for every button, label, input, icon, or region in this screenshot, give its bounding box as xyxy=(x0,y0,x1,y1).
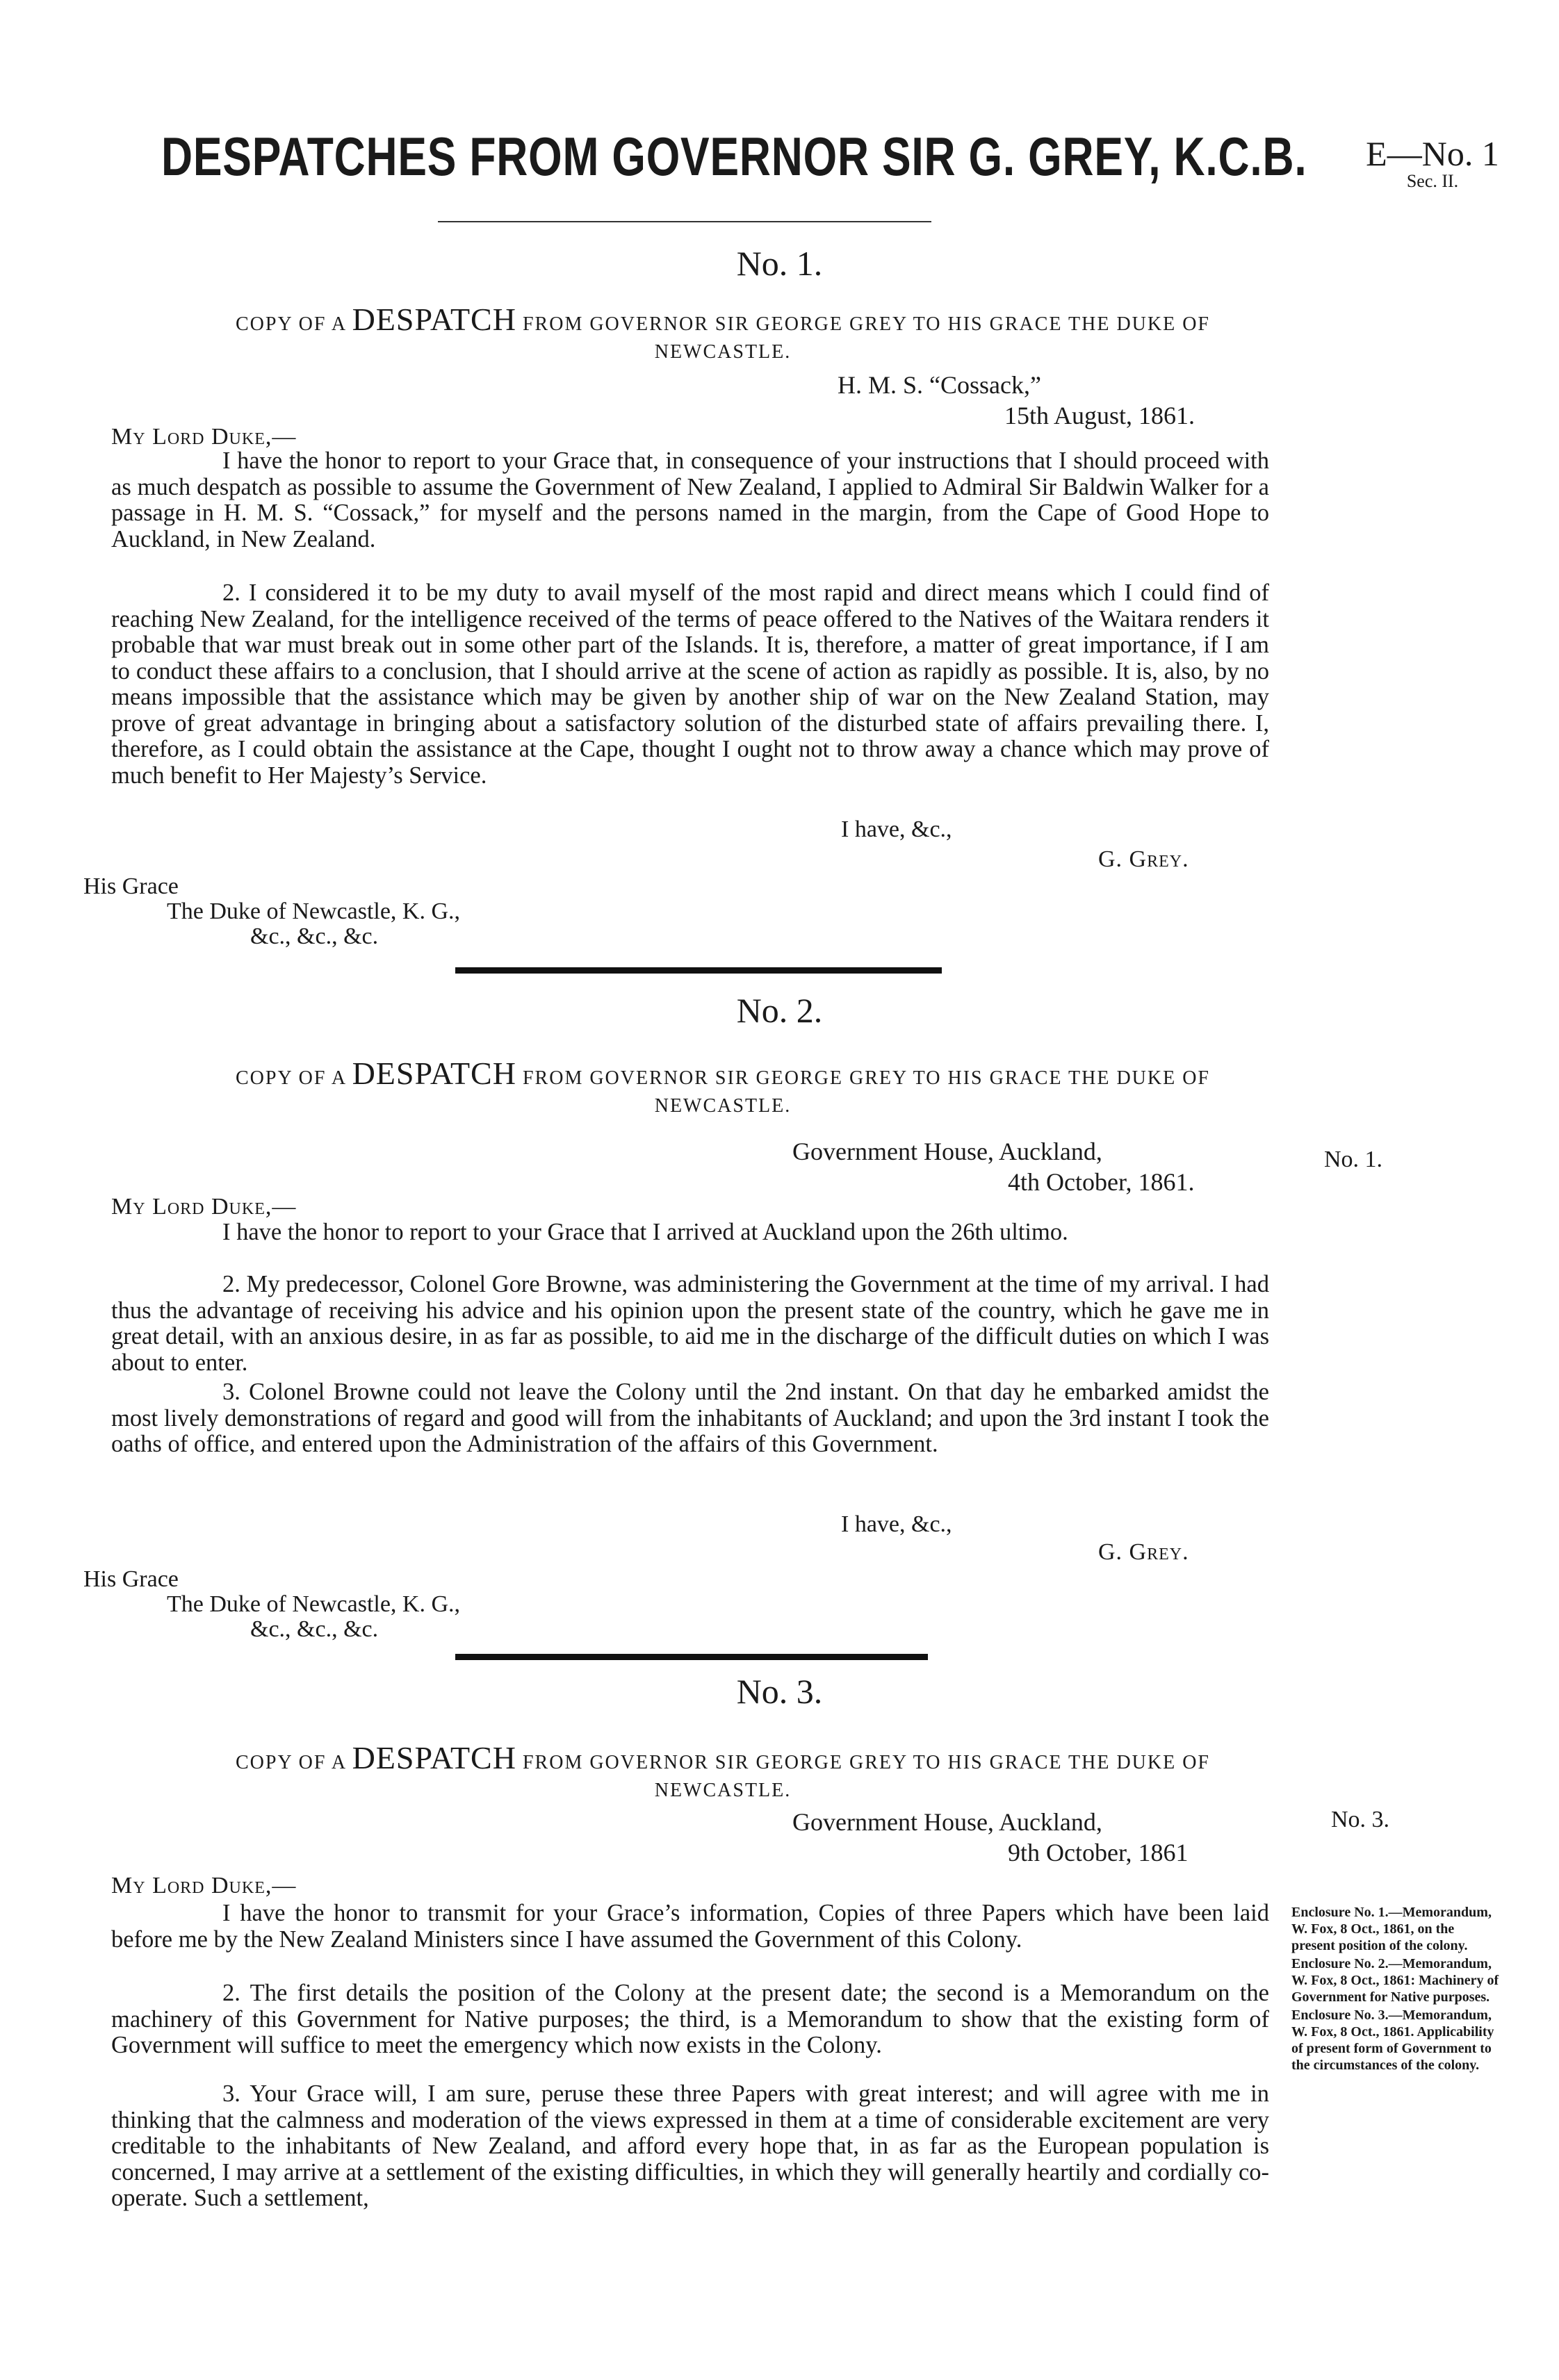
closing: I have, &c., xyxy=(841,816,952,842)
ref-code: E—No. 1 xyxy=(1366,134,1499,173)
margin-notes xyxy=(1291,1904,1500,2075)
date-line-2: 15th August, 1861. xyxy=(1004,402,1195,429)
title-rule xyxy=(438,221,931,222)
copy-rest: FROM GOVERNOR SIR GEORGE GREY TO HIS GRACE THE DUKE OF xyxy=(522,313,1210,335)
copy-rest: FROM GOVERNOR SIR GEORGE GREY TO HIS GRACE THE DUKE OF xyxy=(522,1067,1210,1089)
copy-line2: NEWCASTLE. xyxy=(654,1780,792,1801)
copy-line2: NEWCASTLE. xyxy=(654,341,792,363)
address-line: &c., &c., &c. xyxy=(250,1616,379,1642)
paragraph: I have the honor to report to your Grace that I arrived at Auckland upon the 26th ultimo. xyxy=(222,1219,1068,1245)
salutation: My Lord Duke,— xyxy=(111,1873,297,1898)
date-place xyxy=(792,1136,1195,1197)
date-place xyxy=(838,370,1195,431)
address-line: His Grace xyxy=(83,1566,179,1592)
ref-section: Sec. II. xyxy=(1406,171,1459,191)
salutation: My Lord Duke,— xyxy=(111,424,297,450)
margin-reference: No. 1. xyxy=(1324,1147,1383,1172)
address-line: The Duke of Newcastle, K. G., xyxy=(167,1591,461,1617)
signature: G. Grey. xyxy=(1098,846,1189,872)
copy-prefix: COPY OF A xyxy=(236,1752,346,1773)
date-line-2: 9th October, 1861 xyxy=(1008,1839,1189,1866)
date-line-1: H. M. S. “Cossack,” xyxy=(838,371,1041,399)
paragraph: 2. The first details the position of the Colony at the present date; the second is a Memorandum on the machinery of this Government for Native purposes; the third, is a Memorandum to show that the existing form of Government will suffice to meet the emergency which now exists in the Colony. xyxy=(111,1980,1269,2058)
copy-word: DESPATCH xyxy=(352,1056,516,1091)
date-line-1: Government House, Auckland, xyxy=(792,1808,1102,1836)
document-reference xyxy=(1346,133,1519,192)
date-line-1: Government House, Auckland, xyxy=(792,1138,1102,1165)
date-line-2: 4th October, 1861. xyxy=(1008,1168,1195,1196)
address-line: The Duke of Newcastle, K. G., xyxy=(167,898,461,924)
address-line: &c., &c., &c. xyxy=(250,924,379,949)
section-divider xyxy=(455,1654,928,1660)
copy-word: DESPATCH xyxy=(352,302,516,337)
copy-prefix: COPY OF A xyxy=(236,1067,346,1089)
closing: I have, &c., xyxy=(841,1511,952,1537)
copy-rest: FROM GOVERNOR SIR GEORGE GREY TO HIS GRACE THE DUKE OF xyxy=(522,1752,1210,1773)
signature: G. Grey. xyxy=(1098,1539,1189,1565)
page-title: DESPATCHES FROM GOVERNOR SIR G. GREY, K.C.B. xyxy=(161,126,1307,187)
copy-prefix: COPY OF A xyxy=(236,313,346,335)
paragraph: 3. Colonel Browne could not leave the Colony until the 2nd instant. On that day he embarked amidst the most lively demonstrations of regard and good will from the inhabitants of Auckland; and upon the 3rd instant I took the oaths of office, and entered upon the Administration of the affairs of this Government. xyxy=(111,1379,1269,1457)
copy-line2: NEWCASTLE. xyxy=(654,1095,792,1117)
salutation: My Lord Duke,— xyxy=(111,1194,297,1220)
paragraph: I have the honor to transmit for your Grace’s information, Copies of three Papers which have been laid before me by the New Zealand Ministers since I have assumed the Government of this Colony. xyxy=(111,1900,1269,1953)
section-divider xyxy=(455,967,942,974)
despatch-number: No. 1. xyxy=(736,244,823,283)
despatch-heading xyxy=(160,1740,1286,1805)
address-block xyxy=(83,874,460,949)
address-line: His Grace xyxy=(83,873,179,899)
despatch-number: No. 2. xyxy=(736,991,823,1030)
enclosure-note: Enclosure No. 1.—Memorandum, W. Fox, 8 Oct., 1861, on the present position of the colony. xyxy=(1291,1905,1492,1953)
margin-reference: No. 3. xyxy=(1331,1807,1390,1832)
date-place xyxy=(792,1807,1189,1868)
paragraph: 2. I considered it to be my duty to avail myself of the most rapid and direct means which I could find of reaching New Zealand, for the intelligence received of the terms of peace offered to the Natives of the Waitara renders it probable that war must break out in some other part of the Islands. It is, therefore, a matter of great importance, if I am to conduct these affairs to a conclusion, that I should arrive at the scene of action as rapidly as possible. It is, also, by no means impossible that the assistance which may be given by another ship of war on the New Zealand Station, may prove of great advantage in bringing about a satisfactory solution of the disturbed state of affairs prevailing there. I, therefore, as I could obtain the assistance at the Cape, thought I ought not to throw away a chance which may prove of much benefit to Her Majesty’s Service. xyxy=(111,580,1269,789)
paragraph: 2. My predecessor, Colonel Gore Browne, was administering the Government at the time of my arrival. I had thus the advantage of receiving his advice and his opinion upon the present state of the country, which he gave me in great detail, with an anxious desire, in as far as possible, to aid me in the discharge of the difficult duties on which I was about to enter. xyxy=(111,1271,1269,1376)
copy-word: DESPATCH xyxy=(352,1740,516,1775)
despatch-heading xyxy=(160,1056,1286,1120)
enclosure-note: Enclosure No. 3.—Memorandum, W. Fox, 8 Oct., 1861. Applicability of present form of Government to the circumstances of the colony. xyxy=(1291,2008,1494,2073)
enclosure-note: Enclosure No. 2.—Memorandum, W. Fox, 8 Oct., 1861: Machinery of Government for Native purposes. xyxy=(1291,1956,1499,2005)
address-block xyxy=(83,1567,460,1642)
despatch-number: No. 3. xyxy=(736,1672,823,1711)
despatch-heading xyxy=(160,302,1286,366)
paragraph: I have the honor to report to your Grace that, in consequence of your instructions that I should proceed with as much despatch as possible to assume the Government of New Zealand, I applied to Admiral Sir Baldwin Walker for a passage in H. M. S. “Cossack,” for myself and the persons named in the margin, from the Cape of Good Hope to Auckland, in New Zealand. xyxy=(111,448,1269,552)
paragraph: 3. Your Grace will, I am sure, peruse these three Papers with great interest; and will agree with me in thinking that the calmness and moderation of the views expressed in them at a time of considerable excitement are very creditable to the inhabitants of New Zealand, and afford every hope that, in as far as the European population is concerned, I may arrive at a settlement of the existing difficulties, in which they will generally heartily and cordially co-operate. Such a settlement, xyxy=(111,2081,1269,2211)
